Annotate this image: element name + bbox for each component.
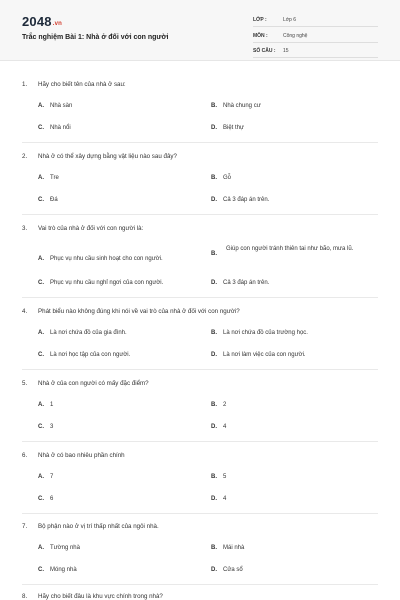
option-label: B. [211,175,217,181]
option-label: B. [211,103,217,109]
question-text [22,523,159,530]
option-a[interactable] [38,330,127,336]
question-body: Phát biểu nào không đúng khi nói về vai trò của nhà ở đối với con người? [38,308,240,315]
question-body: Hãy cho biết đâu là khu vực chính trong nhà? [38,593,163,600]
option-text: Phục vụ nhu cầu sinh hoạt cho con người. [50,256,163,262]
option-b[interactable] [211,474,226,480]
option-text: Là nơi chứa đồ của gia đình. [50,330,127,336]
question-text [22,225,143,232]
option-d[interactable] [211,567,243,573]
option-label: C. [38,125,44,131]
option-text: Giúp con người tránh thiên tai như bão, mưa lũ. [226,246,354,252]
option-d[interactable] [211,197,269,203]
option-text: 3 [50,424,54,430]
option-label: C. [38,567,44,573]
option-text: Tường nhà [50,545,80,551]
option-text: Mái nhà [223,545,245,551]
option-text: Nhà chung cư [223,103,261,109]
option-text: 5 [223,474,227,480]
meta-value: Công nghệ [283,33,308,39]
option-label: A. [38,175,44,181]
option-d[interactable] [211,125,244,131]
option-label: D. [211,352,217,358]
question-number: 3. [22,225,28,232]
option-text: Tre [50,175,59,181]
option-label: C. [38,280,44,286]
option-label: C. [38,424,44,430]
question-divider [22,214,378,215]
option-text: Cửa sổ [223,567,243,573]
site-logo[interactable] [22,14,62,29]
option-b[interactable] [211,245,383,257]
option-text: 2 [223,402,227,408]
option-label: C. [38,496,44,502]
question-body: Nhà ở của con người có mấy đặc điểm? [38,380,149,387]
question-text [22,308,240,315]
option-c[interactable] [38,352,130,358]
logo-main-text: 2048 [22,14,52,29]
option-text: Là nơi làm việc của con người. [223,352,306,358]
question-number: 6. [22,452,28,459]
question-divider [22,142,378,143]
option-label: D. [211,125,217,131]
option-label: D. [211,197,217,203]
option-label: D. [211,280,217,286]
meta-key: MÔN : [253,33,268,39]
meta-row-subject [253,32,378,43]
option-b[interactable] [211,330,308,336]
option-label: C. [38,197,44,203]
question-number: 7. [22,523,28,530]
question-number: 4. [22,308,28,315]
option-d[interactable] [211,280,269,286]
option-text: Cả 3 đáp án trên. [223,280,270,286]
option-label: B. [211,474,217,480]
option-label: D. [211,424,217,430]
question-body: Vai trò của nhà ở đối với con người là: [38,225,144,232]
question-text [22,153,177,160]
option-c[interactable] [38,197,58,203]
option-d[interactable] [211,352,306,358]
option-b[interactable] [211,402,226,408]
option-text: Là nơi chứa đồ của trường học. [223,330,308,336]
option-text: 1 [50,402,54,408]
option-a[interactable] [38,175,59,181]
option-c[interactable] [38,424,53,430]
question-body: Hãy cho biết tên của nhà ở sau: [38,81,126,88]
option-text: Móng nhà [50,567,77,573]
logo-suffix-text: .vn [52,21,63,27]
question-divider [22,513,378,514]
option-b[interactable] [211,175,231,181]
option-text: Cả 3 đáp án trên. [223,197,270,203]
question-body: Nhà ở có thể xây dựng bằng vật liệu nào sau đây? [38,153,177,160]
option-text: Phục vụ nhu cầu nghỉ ngơi của con người. [50,280,164,286]
option-text: 6 [50,496,54,502]
option-a[interactable] [38,103,72,109]
option-a[interactable] [38,402,53,408]
option-text: Nhà sàn [50,103,73,109]
option-label: B. [211,330,217,336]
option-c[interactable] [38,125,71,131]
page-header [0,0,400,61]
option-text: Đá [50,197,58,203]
option-label: A. [38,256,44,262]
option-text: Là nơi học tập của con người. [50,352,131,358]
question-number: 2. [22,153,28,160]
option-c[interactable] [38,567,77,573]
option-text: 7 [50,474,54,480]
meta-row-count [253,47,378,58]
option-text: 4 [223,496,227,502]
question-number: 1. [22,81,28,88]
meta-value: Lớp 6 [283,17,297,23]
option-text: Biệt thự [223,125,245,131]
meta-key: LỚP : [253,17,267,23]
option-label: D. [211,567,217,573]
question-text [22,452,125,459]
option-label: C. [38,352,44,358]
option-label: A. [38,474,44,480]
option-label: A. [38,103,44,109]
option-b[interactable] [211,545,244,551]
meta-key: SỐ CÂU : [253,48,276,54]
question-divider [22,441,378,442]
option-b[interactable] [211,103,261,109]
option-c[interactable] [38,280,163,286]
option-d[interactable] [211,496,226,502]
option-label: B. [211,251,217,257]
option-label: B. [211,402,217,408]
question-number: 5. [22,380,28,387]
option-a[interactable] [38,474,53,480]
option-a[interactable] [38,545,80,551]
question-number: 8. [22,593,28,600]
question-body: Bộ phận nào ở vị trí thấp nhất của ngôi nhà. [38,523,159,530]
option-label: B. [211,545,217,551]
option-label: A. [38,402,44,408]
option-text: 4 [223,424,227,430]
question-divider [22,369,378,370]
option-label: D. [211,496,217,502]
option-text: Nhà nổi [50,125,71,131]
option-a[interactable] [38,256,163,262]
option-label: A. [38,545,44,551]
question-divider [22,584,378,585]
meta-row-class [253,16,378,27]
question-body: Nhà ở có bao nhiêu phần chính [38,452,125,459]
question-text [22,81,126,88]
option-c[interactable] [38,496,53,502]
option-text: Gỗ [223,175,232,181]
option-label: A. [38,330,44,336]
question-text [22,380,149,387]
question-text [22,593,163,600]
quiz-title: Trắc nghiệm Bài 1: Nhà ở đối với con người [22,34,169,41]
meta-value: 15 [283,48,289,54]
option-d[interactable] [211,424,226,430]
question-divider [22,297,378,298]
